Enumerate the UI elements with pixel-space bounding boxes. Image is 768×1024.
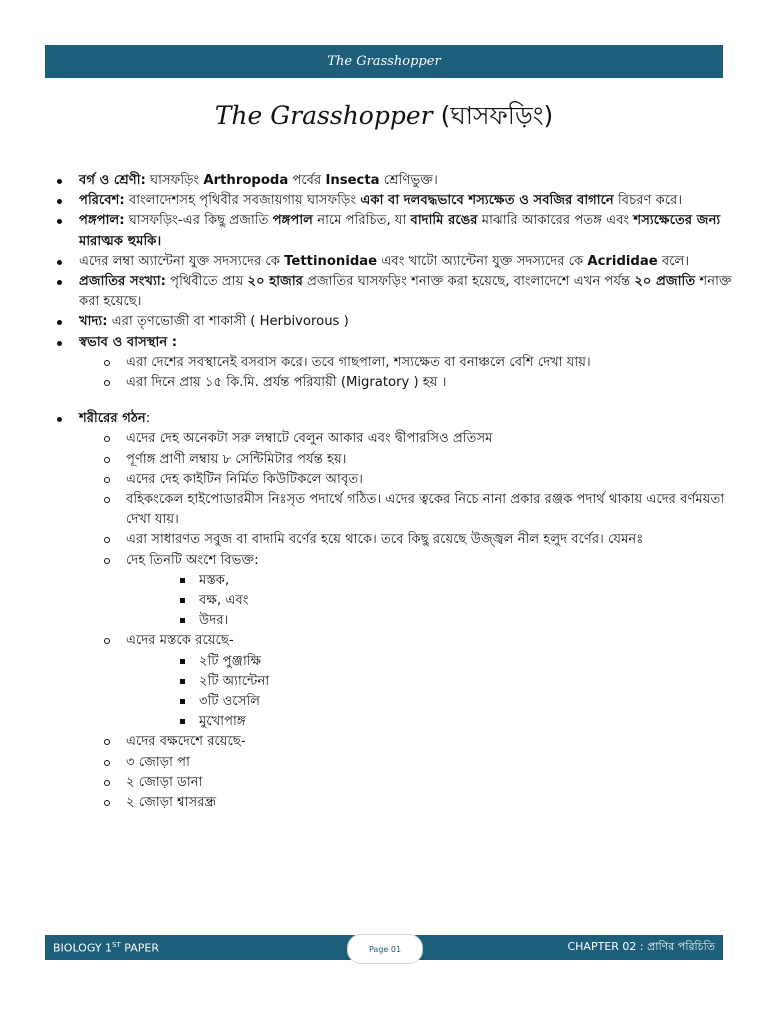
divide-part: বক্ষ, এবং bbox=[126, 591, 732, 611]
body-sub-item: পূর্ণাঙ্গ প্রাণী লম্বায় ৮ সেন্টিমিটার পর্যন্ত হয়। bbox=[79, 450, 732, 470]
footer-chapter: CHAPTER 02 : প্রাণির পরিচিতি bbox=[567, 940, 715, 953]
item-body: শরীরের গঠন: এদের দেহ অনেকটা সরু লম্বাটে বেলুন আকার এবং দ্বীপারসিও প্রতিসম পূর্ণাঙ্গ প্রাণী লম্বায় ৮ সেন্টিমিটার পর্যন্ত হয়। এদের দেহ কাইটিন নির্মিত কিউটিকলে আবৃত। বহিকংকেল হাইপোডারমীস নিঃসৃত পদার্থে গঠিত। এদের ত্বকের নিচে নানা প্রকার রঞ্জক পদার্থ থাকায় এদের বর্ণময়তা দেখা যায়। এরা সাধারণত সবুজ বা বাদামি বর্ণের হয়ে থাকে। তবে কিছু রয়েছে উজ্জ্বল নীল হলুদ বর্ণের। যেমনঃ দেহ তিনটি অংশে বিভক্ত: মস্তক, বক্ষ, এবং উদর। এদের মস্তকে রয়েছে- ২টি পুঞ্জাক্ষি ২টি অ্যান্টেনা ৩টি ওসেলি মুখোপাঙ্গ এদের বক্ষদেশে রয়েছে- ৩ জোড়া পা ২ জোড়া ডানা ২ জোড়া শ্বাসরন্ধ্র bbox=[52, 409, 732, 813]
body-sub-item: এদের দেহ অনেকটা সরু লম্বাটে বেলুন আকার এবং দ্বীপারসিও প্রতিসম bbox=[79, 429, 732, 449]
body-sub-item: এরা সাধারণত সবুজ বা বাদামি বর্ণের হয়ে থাকে। তবে কিছু রয়েছে উজ্জ্বল নীল হলুদ বর্ণের। যেমনঃ bbox=[79, 530, 732, 550]
header-title: The Grasshopper bbox=[327, 54, 441, 69]
item-food: খাদ্য: এরা তৃণভোজী বা শাকাসী ( Herbivorous ) bbox=[52, 312, 732, 332]
nature-sub-item: এরা দিনে প্রায় ১৫ কি.মি. প্রর্যন্ত পরিযায়ী (Migratory ) হয় । bbox=[79, 373, 732, 393]
footer-left bbox=[45, 935, 355, 960]
item-species: প্রজাতির সংখ্যা: পৃথিবীতে প্রায় ২০ হাজার প্রজাতির ঘাসফড়িং শনাক্ত করা হয়েছে, বাংলাদেশে এখন পর্যন্ত ২০ প্রজাতি শনাক্ত করা হয়েছে। bbox=[52, 272, 732, 312]
page-title bbox=[0, 96, 768, 139]
nature-sub-item: এরা দেশের সবস্থানেই বসবাস করে। তবে গাছপালা, শস্যক্ষেত বা বনাঞ্চলে বেশি দেখা যায়। bbox=[79, 353, 732, 373]
body-divide-item: দেহ তিনটি অংশে বিভক্ত: মস্তক, বক্ষ, এবং উদর। bbox=[79, 551, 732, 632]
body-sublist bbox=[79, 429, 732, 813]
page-number-badge bbox=[347, 934, 423, 964]
item-nature: স্বভাব ও বাসস্থান : এরা দেশের সবস্থানেই বসবাস করে। তবে গাছপালা, শস্যক্ষেত বা বনাঞ্চলে বেশি দেখা যায়। এরা দিনে প্রায় ১৫ কি.মি. প্রর্যন্ত পরিযায়ী (Migratory ) হয় । bbox=[52, 333, 732, 410]
page-number: Page 01 bbox=[368, 944, 402, 954]
item-class: বর্গ ও শ্রেণী: ঘাসফড়িং Arthropoda পর্বের Insecta শ্রেণিভুক্ত। bbox=[52, 171, 732, 191]
divide-part: মস্তক, bbox=[126, 571, 732, 591]
header-bar bbox=[45, 45, 723, 78]
divide-sublist bbox=[126, 571, 732, 632]
thorax-part: ২ জোড়া শ্বাসরন্ধ্র bbox=[79, 793, 732, 813]
head-sublist bbox=[126, 652, 732, 733]
head-part: মুখোপাঙ্গ bbox=[126, 712, 732, 732]
head-part: ৩টি ওসেলি bbox=[126, 692, 732, 712]
head-part: ২টি পুঞ্জাক্ষি bbox=[126, 652, 732, 672]
content bbox=[52, 171, 732, 813]
body-sub-item: এদের দেহ কাইটিন নির্মিত কিউটিকলে আবৃত। bbox=[79, 470, 732, 490]
footer-paper: BIOLOGY 1ST PAPER bbox=[53, 940, 159, 955]
spacer bbox=[79, 393, 732, 409]
nature-sublist bbox=[79, 353, 732, 393]
page-title-english: The Grasshopper bbox=[214, 101, 433, 130]
body-thorax-item: এদের বক্ষদেশে রয়েছে- bbox=[79, 732, 732, 752]
head-part: ২টি অ্যান্টেনা bbox=[126, 672, 732, 692]
divide-part: উদর। bbox=[126, 611, 732, 631]
body-head-item: এদের মস্তকে রয়েছে- ২টি পুঞ্জাক্ষি ২টি অ্যান্টেনা ৩টি ওসেলি মুখোপাঙ্গ bbox=[79, 631, 732, 732]
item-habitat: পরিবেশ: বাংলাদেশসহ পৃথিবীর সবজায়গায় ঘাসফড়িং একা বা দলবদ্ধভাবে শস্যক্ষেত ও সবজির বাগানে বিচরণ করে। bbox=[52, 191, 732, 211]
thorax-part: ২ জোড়া ডানা bbox=[79, 773, 732, 793]
body-sub-item: বহিকংকেল হাইপোডারমীস নিঃসৃত পদার্থে গঠিত। এদের ত্বকের নিচে নানা প্রকার রঞ্জক পদার্থ থাকায় এদের বর্ণময়তা দেখা যায়। bbox=[79, 490, 732, 530]
item-antenna: এদের লম্বা অ্যান্টেনা যুক্ত সদস্যদের কে Tettinonidae এবং খাটো অ্যান্টেনা যুক্ত সদস্যদের কে Acrididae বলে। bbox=[52, 252, 732, 272]
item-locust: পঙ্গপাল: ঘাসফড়িং-এর কিছু প্রজাতি পঙ্গপাল নামে পরিচিত, যা বাদামি রঙের মাঝারি আকারের পতঙ্গ এবং শস্যক্ষেতের জন্য মারাত্মক হুমকি। bbox=[52, 211, 732, 251]
footer-right bbox=[413, 935, 723, 960]
thorax-part: ৩ জোড়া পা bbox=[79, 753, 732, 773]
page-title-bangla: (ঘাসফড়িং) bbox=[440, 101, 554, 130]
main-list bbox=[52, 171, 732, 813]
